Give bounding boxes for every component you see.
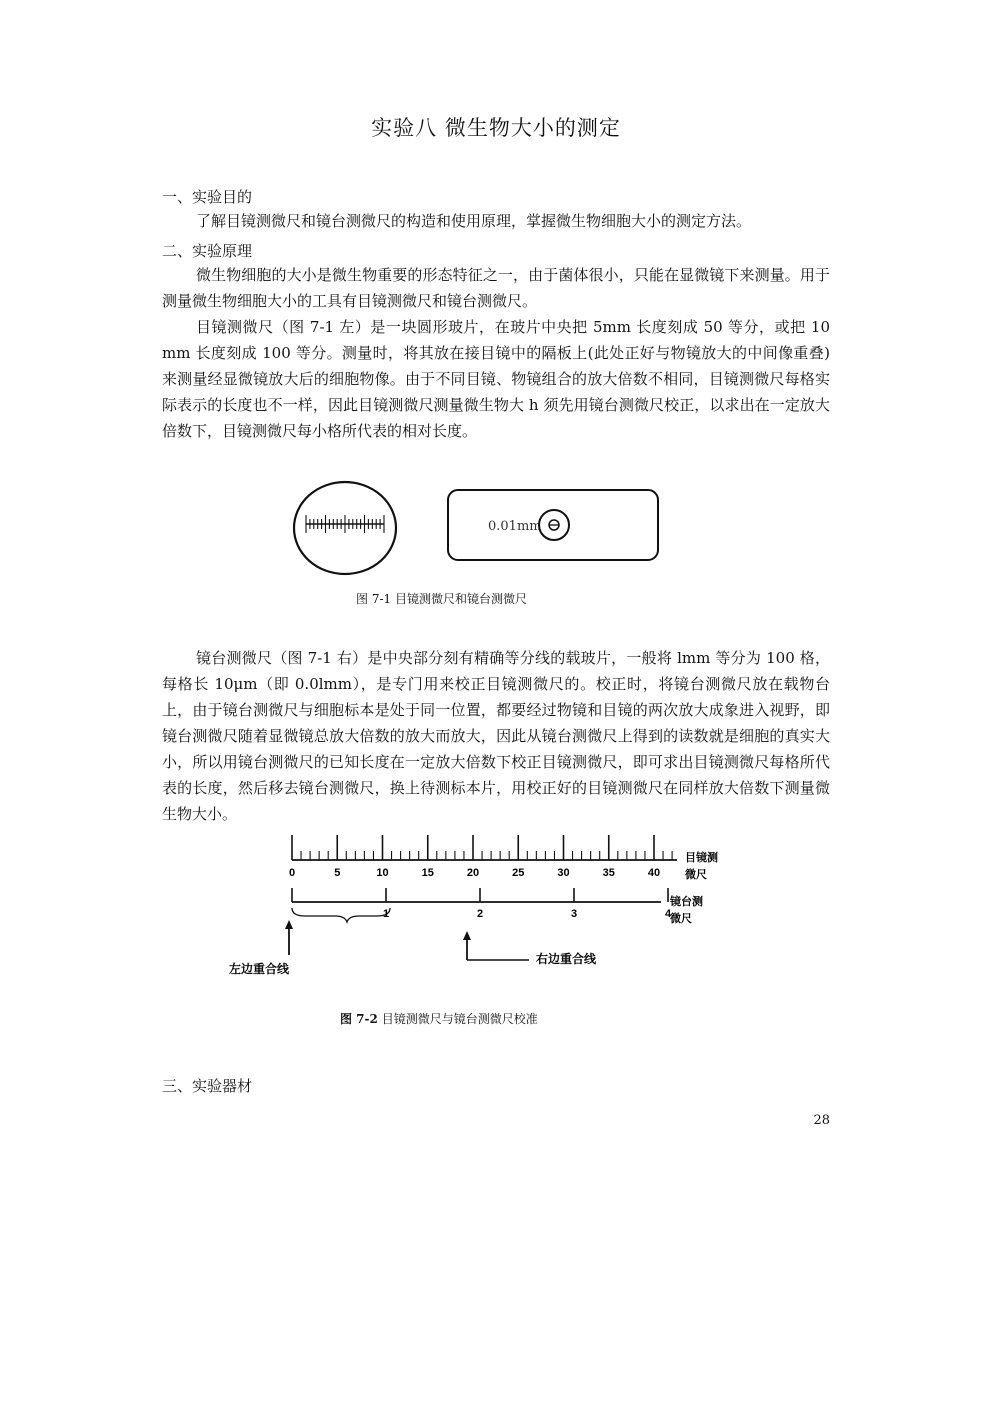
eyepiece-tick-label: 30 — [557, 867, 570, 879]
figure-7-2-caption — [340, 1010, 538, 1027]
eyepiece-tick-label: 35 — [602, 867, 615, 879]
slide-scale-label: 0.01mm — [488, 519, 542, 534]
figure-7-2-caption-text: 目镜测微尺与镜台测微尺校准 — [381, 1012, 538, 1026]
figure-7-2-caption-prefix: 图 7-2 — [340, 1012, 378, 1026]
paragraph-purpose: 了解目镜测微尺和镜台测微尺的构造和使用原理，掌握微生物细胞大小的测定方法。 — [196, 212, 752, 230]
paragraph-principle-intro: 微生物细胞的大小是微生物重要的形态特征之一，由于菌体很小，只能在显微镜下来测量。用于测量微生物细胞大小的工具有目镜测微尺和镜台测微尺。 — [162, 266, 830, 310]
figure-7-1-caption: 图 7-1 目镜测微尺和镜台测微尺 — [356, 592, 527, 606]
page-title: 实验八 微生物大小的测定 — [371, 116, 621, 140]
stage-tick-label: 4 — [664, 908, 672, 920]
paragraph-eyepiece-micrometer: 目镜测微尺（图 7-1 左）是一块圆形玻片，在玻片中央把 5mm 长度刻成 50 等分，或把 10 mm 长度刻成 100 等分。测量时，将其放在接目镜中的隔板上(此处正好与物镜放大的中间像重叠)来测量经显微镜放大后的细胞物像。由于不同目镜、物镜组合的放大倍数不相同，目镜测微尺每格实际表示的长度也不一样，因此目镜测微尺测量微生物大 h 须先用镜台测微尺校正，以求出在一定放大倍数下，目镜测微尺每小格所代表的相对长度。 — [162, 318, 830, 440]
eyepiece-scale-labels — [289, 867, 660, 879]
right-arrow-head — [463, 931, 471, 940]
stage-tick-label: 1 — [382, 908, 390, 920]
calibration-brace — [292, 908, 390, 922]
stage-tick-label: 2 — [476, 908, 484, 920]
section-heading-materials: 三、实验器材 — [162, 1077, 253, 1095]
section-heading-purpose: 一、实验目的 — [162, 188, 253, 206]
eyepiece-tick-label: 5 — [334, 867, 341, 879]
stage-scale-ticks — [292, 888, 668, 902]
eyepiece-tick-label: 25 — [512, 867, 525, 879]
eyepiece-scale-ticks — [292, 835, 672, 860]
section-heading-principle: 二、实验原理 — [162, 242, 253, 260]
eyepiece-tick-label: 20 — [466, 867, 480, 879]
eyepiece-scale-label-2: 微尺 — [685, 869, 707, 881]
left-arrow-head — [285, 920, 293, 929]
stage-scale-labels — [383, 908, 672, 920]
right-alignment-label: 右边重合线 — [536, 952, 597, 966]
left-alignment-label: 左边重合线 — [229, 962, 290, 976]
figure-7-1 — [290, 478, 670, 582]
stage-tick-label: 3 — [570, 908, 578, 920]
stage-micrometer-slide — [448, 490, 658, 560]
figure-7-2 — [225, 832, 735, 987]
eyepiece-disc-ticks — [306, 515, 384, 533]
stage-scale-label-2: 微尺 — [670, 913, 692, 925]
eyepiece-scale-label-1: 目镜测 — [685, 852, 718, 864]
eyepiece-tick-label: 40 — [647, 867, 661, 879]
eyepiece-tick-label: 10 — [376, 867, 389, 879]
paragraph-stage-micrometer: 镜台测微尺（图 7-1 右）是中央部分刻有精确等分线的载玻片，一般将 lmm 等分为 100 格，每格长 10μm（即 0.0lmm），是专门用来校正目镜测微尺的。校正时，将镜台测微尺放在载物台上，由于镜台测微尺与细胞标本是处于同一位置，都要经过物镜和目镜的两次放大成象进入视野，即镜台测微尺随着显微镜总放大倍数的放大而放大，因此从镜台测微尺上得到的读数就是细胞的真实大小，所以用镜台测微尺的已知长度在一定放大倍数下校正目镜测微尺，即可求出目镜测微尺每格所代表的长度，然后移去镜台测微尺，换上待测标本片，用校正好的目镜测微尺在同样放大倍数下测量微生物大小。 — [162, 649, 830, 823]
page-number: 28 — [813, 1113, 830, 1128]
eyepiece-tick-label: 0 — [288, 867, 296, 879]
stage-scale-label-1: 镜台测 — [670, 896, 703, 908]
eyepiece-tick-label: 15 — [421, 867, 434, 879]
eyepiece-micrometer-disc — [294, 482, 396, 574]
